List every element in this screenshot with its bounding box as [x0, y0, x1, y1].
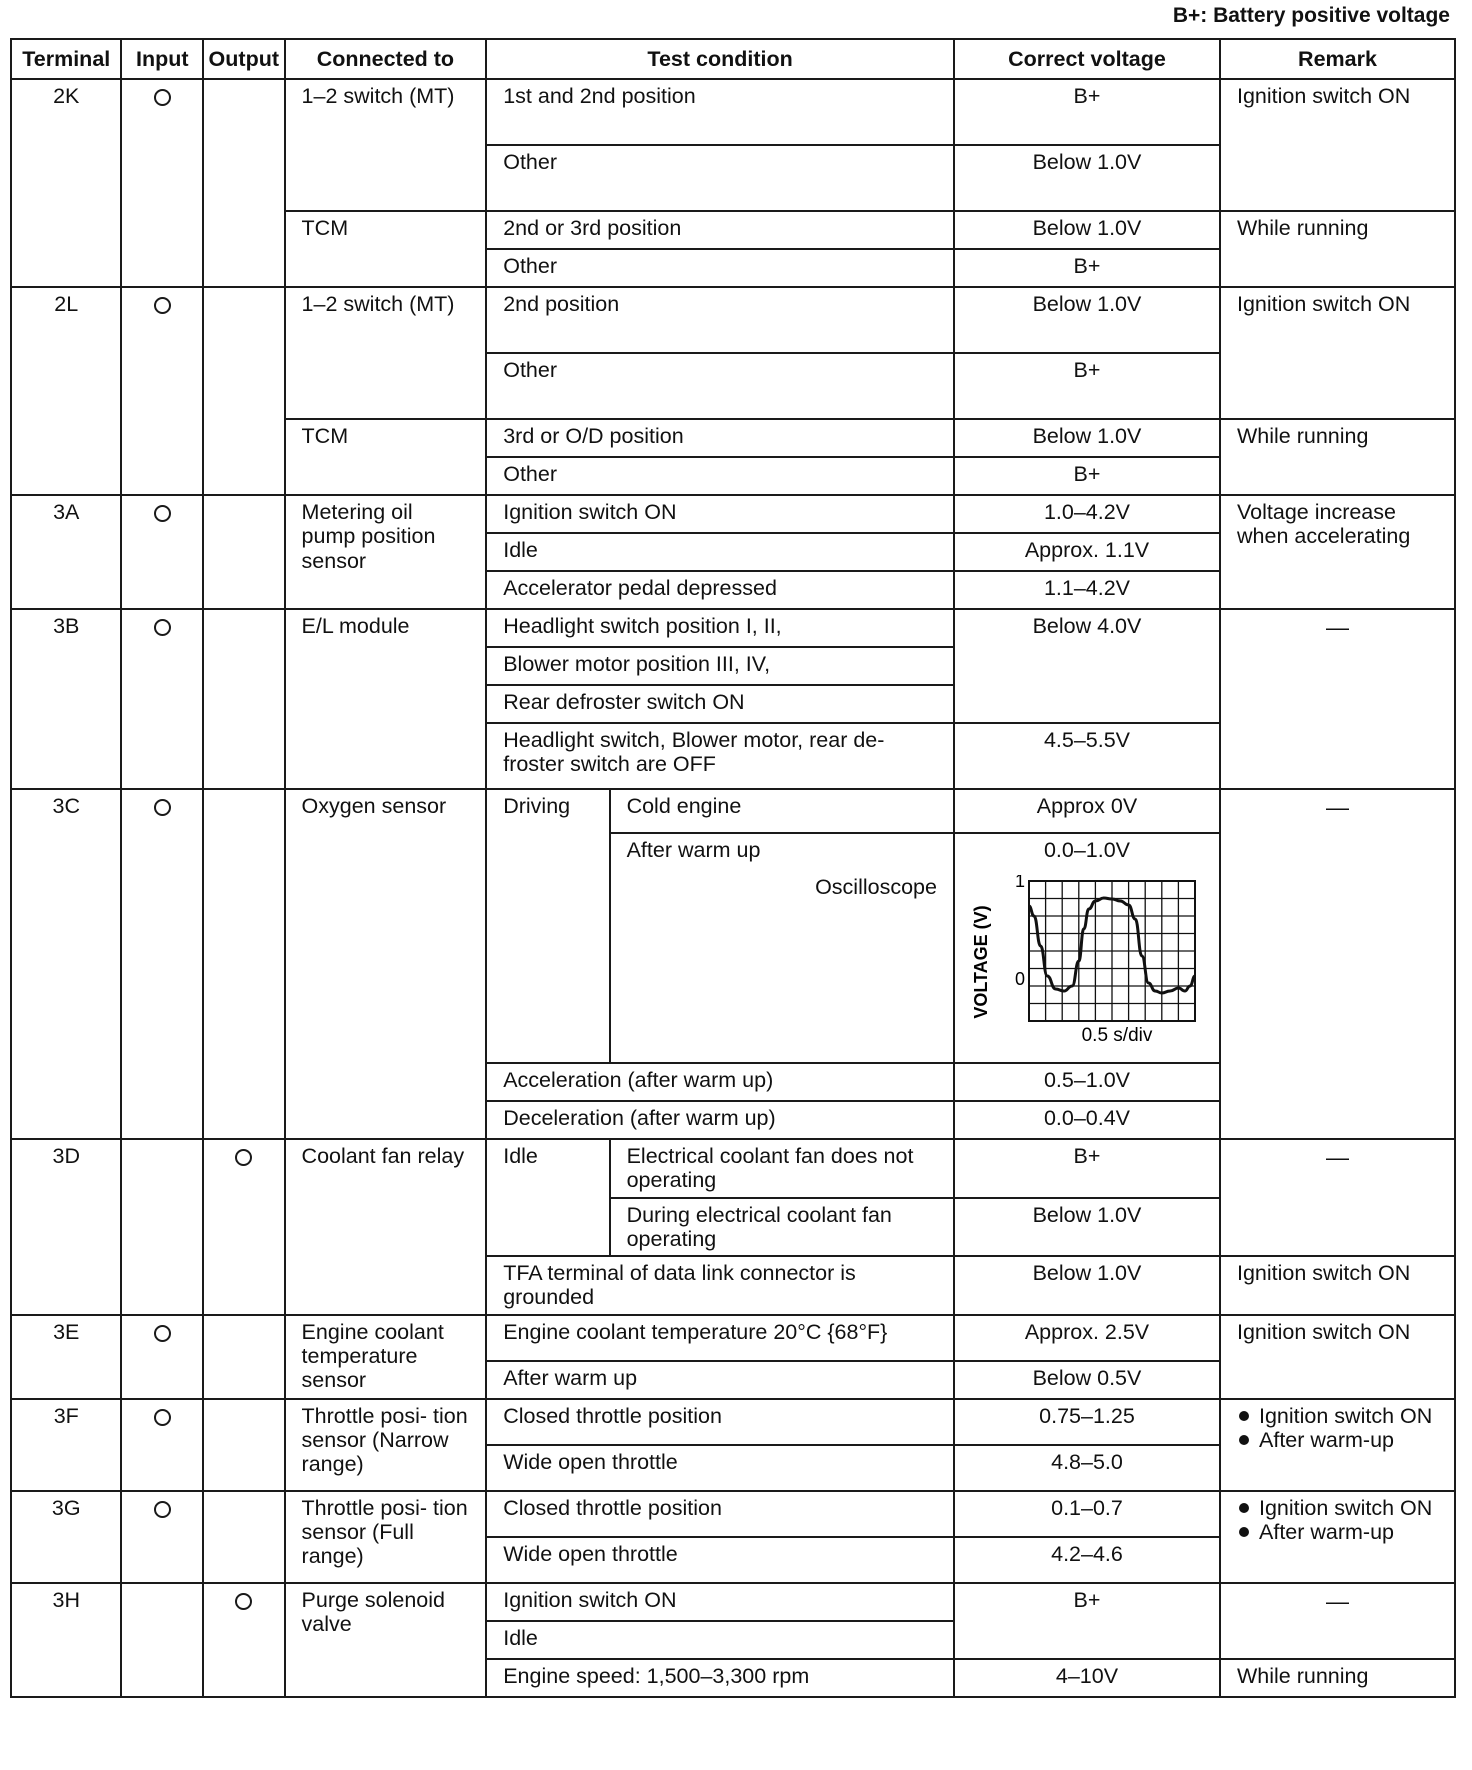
- table-row: [11, 789, 1455, 833]
- table-row: [11, 1139, 1455, 1198]
- test-condition-cell: Closed throttle position: [486, 1491, 954, 1537]
- input-marker-icon: [154, 799, 171, 816]
- voltage-cell: 4.2–4.6: [954, 1537, 1220, 1583]
- remark-cell: [1220, 1399, 1455, 1491]
- table-row: [11, 1399, 1455, 1445]
- list-item: After warm-up: [1237, 1428, 1438, 1452]
- input-cell: [121, 609, 203, 789]
- test-condition-cell: Blower motor position III, IV,: [486, 647, 954, 685]
- terminal-cell: 3E: [11, 1315, 121, 1399]
- table-row: [11, 1583, 1455, 1621]
- table-row: [11, 1491, 1455, 1537]
- test-condition-cell: Cold engine: [610, 789, 954, 833]
- remark-cell: [1220, 1139, 1455, 1256]
- terminal-voltage-table: [10, 38, 1456, 1698]
- output-cell: [203, 789, 285, 1139]
- voltage-cell: 1.1–4.2V: [954, 571, 1220, 609]
- connected-to-cell: Purge solenoid valve: [285, 1583, 487, 1697]
- remark-cell: Voltage increase when accelerating: [1220, 495, 1455, 609]
- connected-to-cell: TCM: [285, 211, 487, 287]
- voltage-cell: Below 1.0V: [954, 211, 1220, 249]
- table-row: [11, 79, 1455, 145]
- y-tick-label: 0: [1014, 969, 1025, 989]
- header-terminal: Terminal: [11, 39, 121, 79]
- output-cell: [203, 1139, 285, 1315]
- voltage-cell: Approx. 2.5V: [954, 1315, 1220, 1361]
- test-condition-cell: After warm up: [486, 1361, 954, 1399]
- remark-list: [1237, 1404, 1438, 1453]
- voltage-cell: 0.0–1.0V: [954, 833, 1220, 871]
- voltage-cell: B+: [954, 1583, 1220, 1659]
- test-condition-cell: Idle: [486, 1621, 954, 1659]
- remark-dash: —: [1326, 1144, 1349, 1170]
- input-cell: [121, 789, 203, 1139]
- header-test-condition: Test condition: [486, 39, 954, 79]
- test-condition-cell: 1st and 2nd position: [486, 79, 954, 145]
- input-marker-icon: [154, 619, 171, 636]
- test-condition-cell: Ignition switch ON: [486, 495, 954, 533]
- output-cell: [203, 495, 285, 609]
- voltage-cell: 4.5–5.5V: [954, 723, 1220, 789]
- header-connected-to: Connected to: [285, 39, 487, 79]
- test-condition-cell: Engine coolant temperature 20°C {68°F}: [486, 1315, 954, 1361]
- driving-cell: Driving: [486, 789, 609, 1063]
- terminal-cell: 3B: [11, 609, 121, 789]
- connected-to-cell: 1–2 switch (MT): [285, 79, 487, 211]
- remark-cell: Ignition switch ON: [1220, 1315, 1455, 1399]
- remark-cell: While running: [1220, 419, 1455, 495]
- test-condition-cell: 2nd or 3rd position: [486, 211, 954, 249]
- connected-to-cell: Engine coolant temperature sensor: [285, 1315, 487, 1399]
- output-cell: [203, 1491, 285, 1583]
- input-marker-icon: [154, 297, 171, 314]
- idle-cell: Idle: [486, 1139, 609, 1256]
- test-condition-cell: Other: [486, 353, 954, 419]
- terminal-cell: 3A: [11, 495, 121, 609]
- voltage-cell: B+: [954, 249, 1220, 287]
- input-marker-icon: [154, 1501, 171, 1518]
- test-condition-cell: Headlight switch position I, II,: [486, 609, 954, 647]
- terminal-cell: 2L: [11, 287, 121, 495]
- test-condition-cell: 3rd or O/D position: [486, 419, 954, 457]
- terminal-cell: 2K: [11, 79, 121, 287]
- voltage-cell: 0.75–1.25: [954, 1399, 1220, 1445]
- connected-to-cell: Oxygen sensor: [285, 789, 487, 1139]
- voltage-cell: B+: [954, 457, 1220, 495]
- output-marker-icon: [235, 1593, 252, 1610]
- voltage-cell: Below 1.0V: [954, 145, 1220, 211]
- input-cell: [121, 495, 203, 609]
- test-condition-cell: Other: [486, 249, 954, 287]
- voltage-cell: Below 1.0V: [954, 287, 1220, 353]
- test-condition-cell: 2nd position: [486, 287, 954, 353]
- connected-to-cell: Throttle posi- tion sensor (Full range): [285, 1491, 487, 1583]
- voltage-cell: Below 1.0V: [954, 1198, 1220, 1257]
- connected-to-cell: 1–2 switch (MT): [285, 287, 487, 419]
- test-condition-cell: Rear defroster switch ON: [486, 685, 954, 723]
- oscilloscope-graph: [971, 875, 1207, 1045]
- test-condition-cell: Wide open throttle: [486, 1445, 954, 1491]
- voltage-cell: B+: [954, 1139, 1220, 1198]
- input-marker-icon: [154, 505, 171, 522]
- terminal-cell: 3C: [11, 789, 121, 1139]
- test-condition-cell: During electrical coolant fan operating: [610, 1198, 954, 1257]
- terminal-cell: 3D: [11, 1139, 121, 1315]
- table-row: [11, 495, 1455, 533]
- remark-cell: While running: [1220, 1659, 1455, 1697]
- test-condition-cell: Engine speed: 1,500–3,300 rpm: [486, 1659, 954, 1697]
- voltage-cell: 1.0–4.2V: [954, 495, 1220, 533]
- remark-cell: Ignition switch ON: [1220, 287, 1455, 419]
- test-condition-cell: Electrical coolant fan does not operating: [610, 1139, 954, 1198]
- header-output: Output: [203, 39, 285, 79]
- list-item: Ignition switch ON: [1237, 1404, 1438, 1428]
- header-remark: Remark: [1220, 39, 1455, 79]
- input-marker-icon: [154, 1325, 171, 1342]
- remark-dash: —: [1326, 794, 1349, 820]
- oscilloscope-chart: [971, 875, 1207, 1045]
- test-condition-cell: Wide open throttle: [486, 1537, 954, 1583]
- voltage-cell: Below 1.0V: [954, 1256, 1220, 1315]
- voltage-cell: Below 0.5V: [954, 1361, 1220, 1399]
- test-condition-cell: Deceleration (after warm up): [486, 1101, 954, 1139]
- oscilloscope-label: Oscilloscope: [610, 871, 954, 1063]
- remark-cell: [1220, 609, 1455, 789]
- terminal-cell: 3G: [11, 1491, 121, 1583]
- remark-cell: [1220, 1491, 1455, 1583]
- output-marker-icon: [235, 1149, 252, 1166]
- test-condition-cell: Closed throttle position: [486, 1399, 954, 1445]
- test-condition-cell: Idle: [486, 533, 954, 571]
- remark-cell: Ignition switch ON: [1220, 1256, 1455, 1315]
- connected-to-cell: Metering oil pump position sensor: [285, 495, 487, 609]
- input-cell: [121, 1399, 203, 1491]
- connected-to-cell: Coolant fan relay: [285, 1139, 487, 1315]
- test-condition-cell: Other: [486, 145, 954, 211]
- connected-to-cell: TCM: [285, 419, 487, 495]
- output-cell: [203, 609, 285, 789]
- voltage-cell: 4.8–5.0: [954, 1445, 1220, 1491]
- remark-cell: Ignition switch ON: [1220, 79, 1455, 211]
- test-condition-cell: Other: [486, 457, 954, 495]
- terminal-cell: 3F: [11, 1399, 121, 1491]
- remark-cell: While running: [1220, 211, 1455, 287]
- x-axis-label: 0.5 s/div: [1081, 1025, 1153, 1045]
- battery-voltage-note: B+: Battery positive voltage: [1172, 4, 1450, 27]
- input-marker-icon: [154, 89, 171, 106]
- table-row: [11, 1315, 1455, 1361]
- test-condition-cell: Ignition switch ON: [486, 1583, 954, 1621]
- output-cell: [203, 79, 285, 287]
- list-item: After warm-up: [1237, 1520, 1438, 1544]
- voltage-cell: Below 4.0V: [954, 609, 1220, 723]
- input-marker-icon: [154, 1409, 171, 1426]
- remark-list: [1237, 1496, 1438, 1545]
- y-axis-label: VOLTAGE (V): [970, 905, 991, 1019]
- voltage-cell: 0.0–0.4V: [954, 1101, 1220, 1139]
- voltage-cell: Approx. 1.1V: [954, 533, 1220, 571]
- header-input: Input: [121, 39, 203, 79]
- remark-dash: —: [1326, 614, 1349, 640]
- y-tick-label: 1: [1014, 875, 1025, 891]
- input-cell: [121, 1491, 203, 1583]
- table-header-row: [11, 39, 1455, 79]
- table-row: [11, 287, 1455, 353]
- voltage-cell: Below 1.0V: [954, 419, 1220, 457]
- table-row: [11, 609, 1455, 647]
- input-cell: [121, 79, 203, 287]
- test-condition-cell: TFA terminal of data link connector is grounded: [486, 1256, 954, 1315]
- voltage-cell: B+: [954, 79, 1220, 145]
- connected-to-cell: E/L module: [285, 609, 487, 789]
- test-condition-cell: Acceleration (after warm up): [486, 1063, 954, 1101]
- oscilloscope-grid: [1029, 881, 1195, 1021]
- test-condition-cell: Headlight switch, Blower motor, rear de- froster switch are OFF: [486, 723, 954, 789]
- input-cell: [121, 287, 203, 495]
- voltage-cell: 0.1–0.7: [954, 1491, 1220, 1537]
- output-cell: [203, 1315, 285, 1399]
- output-cell: [203, 1399, 285, 1491]
- list-item: Ignition switch ON: [1237, 1496, 1438, 1520]
- voltage-cell: Approx 0V: [954, 789, 1220, 833]
- output-cell: [203, 287, 285, 495]
- input-cell: [121, 1139, 203, 1315]
- voltage-cell: B+: [954, 353, 1220, 419]
- terminal-cell: 3H: [11, 1583, 121, 1697]
- test-condition-cell: Accelerator pedal depressed: [486, 571, 954, 609]
- oscilloscope-cell: [954, 871, 1220, 1063]
- test-condition-cell: After warm up: [610, 833, 954, 871]
- input-cell: [121, 1583, 203, 1697]
- remark-dash: —: [1326, 1587, 1349, 1614]
- input-cell: [121, 1315, 203, 1399]
- output-cell: [203, 1583, 285, 1697]
- remark-cell: [1220, 789, 1455, 1139]
- connected-to-cell: Throttle posi- tion sensor (Narrow range): [285, 1399, 487, 1491]
- remark-cell: [1220, 1583, 1455, 1659]
- header-correct-voltage: Correct voltage: [954, 39, 1220, 79]
- voltage-cell: 4–10V: [954, 1659, 1220, 1697]
- voltage-cell: 0.5–1.0V: [954, 1063, 1220, 1101]
